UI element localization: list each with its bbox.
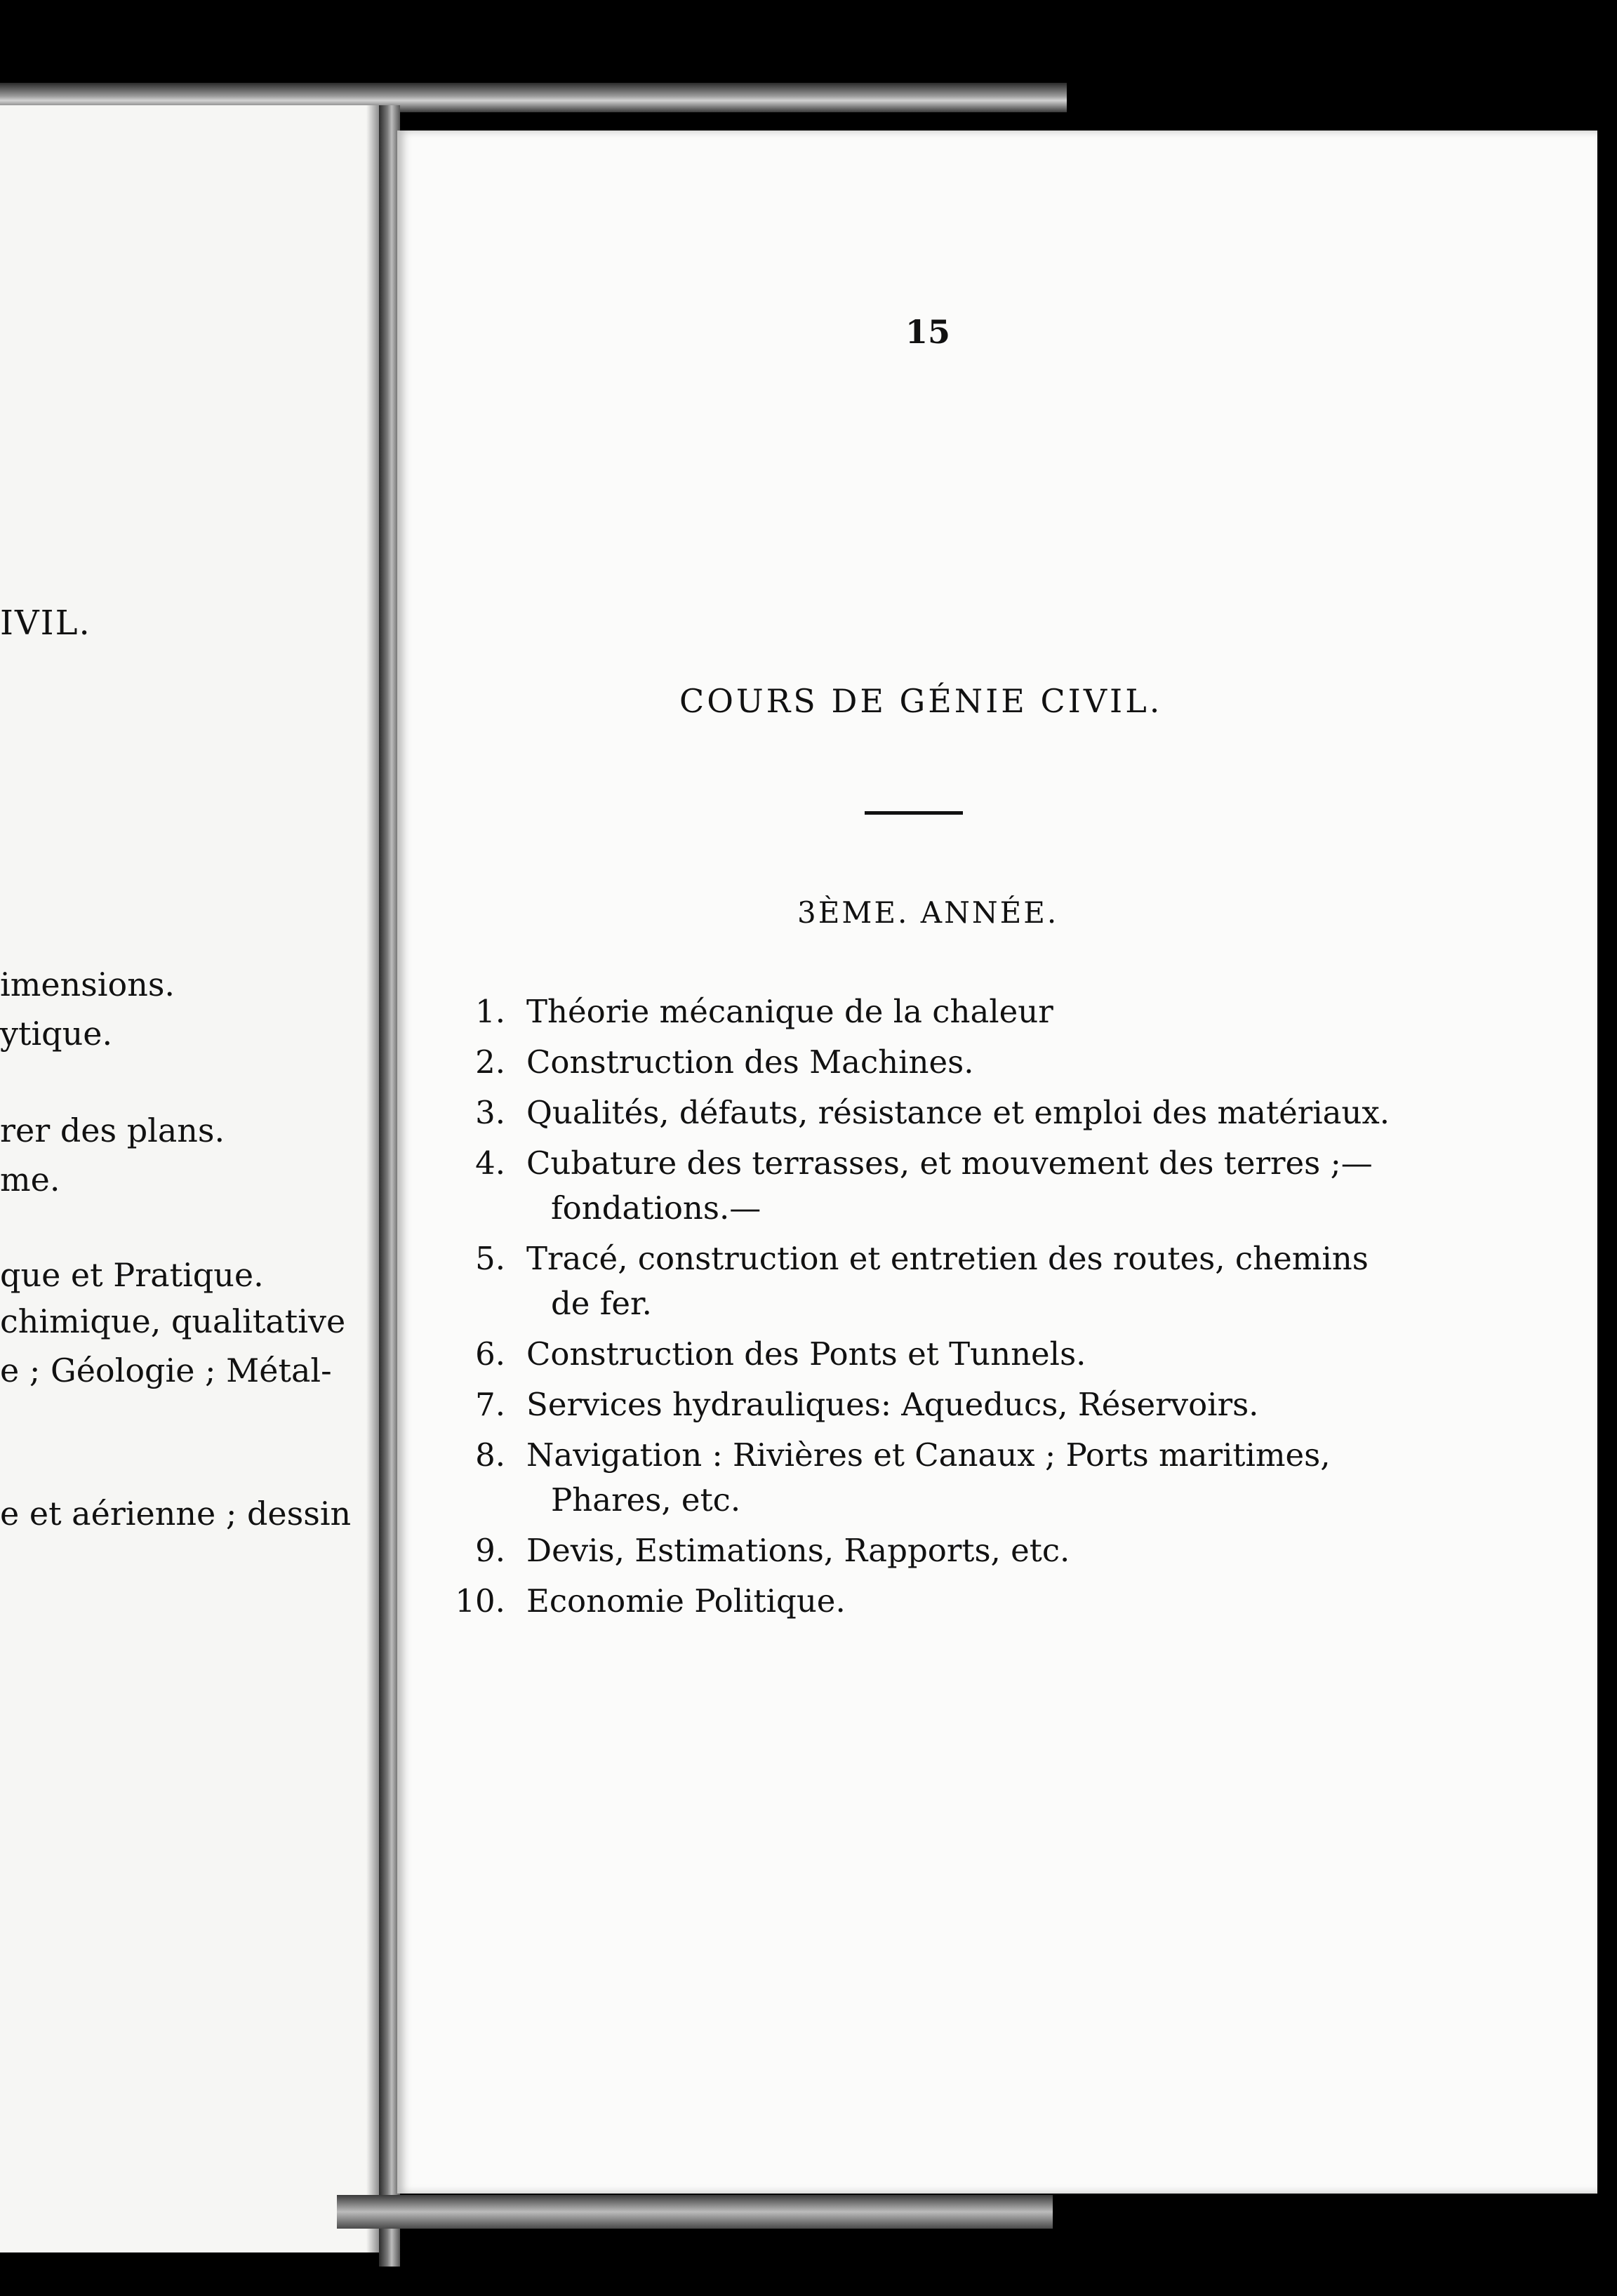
- item-text: Construction des Ponts et Tunnels.: [526, 1335, 1086, 1373]
- list-item: [449, 1526, 1432, 1576]
- left-page-line: chimique, qualitative: [0, 1302, 346, 1340]
- item-text: Construction des Machines.: [526, 1043, 974, 1081]
- list-item: [449, 1234, 1432, 1329]
- item-number: 2.: [475, 1043, 505, 1081]
- left-page-line: imensions.: [0, 966, 175, 1003]
- item-continuation: fondations.—: [551, 1189, 761, 1227]
- item-continuation: Phares, etc.: [551, 1481, 741, 1519]
- title-rule: [865, 811, 963, 815]
- item-number: 7.: [475, 1386, 505, 1423]
- item-continuation: de fer.: [551, 1285, 652, 1322]
- left-page-line: me.: [0, 1161, 60, 1199]
- item-number: 6.: [475, 1335, 505, 1373]
- item-text: Economie Politique.: [526, 1582, 846, 1620]
- item-text: Devis, Estimations, Rapports, etc.: [526, 1532, 1070, 1569]
- list-item: [449, 1088, 1432, 1138]
- item-number: 5.: [475, 1240, 505, 1277]
- list-item: [449, 1576, 1432, 1627]
- item-number: 3.: [475, 1094, 505, 1131]
- item-number: 9.: [475, 1532, 505, 1569]
- item-number: 8.: [475, 1436, 505, 1474]
- item-text: Tracé, construction et entretien des routes, chemins: [526, 1240, 1369, 1277]
- left-page-line: ytique.: [0, 1015, 113, 1053]
- binding-bottom-edge: [337, 2195, 1053, 2229]
- left-page-line: que et Pratique.: [0, 1256, 264, 1294]
- left-page: [0, 105, 385, 2252]
- item-text: Cubature des terrasses, et mouvement des terres ;—: [526, 1144, 1373, 1182]
- item-number: 10.: [455, 1582, 505, 1620]
- course-list: [449, 987, 1432, 1627]
- left-page-line: e et aérienne ; dessin: [0, 1495, 352, 1533]
- list-item: [449, 987, 1432, 1037]
- list-item: [449, 1380, 1432, 1430]
- page-number: 15: [905, 313, 951, 351]
- list-item: [449, 1037, 1432, 1088]
- item-text: Navigation : Rivières et Canaux ; Ports maritimes,: [526, 1436, 1331, 1474]
- year-heading: 3ÈME. ANNÉE.: [797, 895, 1059, 930]
- item-text: Qualités, défauts, résistance et emploi des matériaux.: [526, 1094, 1390, 1131]
- item-text: Théorie mécanique de la chaleur: [526, 993, 1053, 1030]
- left-page-line: rer des plans.: [0, 1112, 225, 1149]
- left-page-title-fragment: IVIL.: [0, 603, 91, 643]
- item-number: 1.: [475, 993, 505, 1030]
- left-page-line: e ; Géologie ; Métal-: [0, 1351, 332, 1389]
- item-number: 4.: [475, 1144, 505, 1182]
- item-text: Services hydrauliques: Aqueducs, Réservoirs.: [526, 1386, 1259, 1423]
- list-item: [449, 1430, 1432, 1526]
- list-item: [449, 1138, 1432, 1234]
- list-item: [449, 1329, 1432, 1380]
- section-title: COURS DE GÉNIE CIVIL.: [679, 682, 1163, 720]
